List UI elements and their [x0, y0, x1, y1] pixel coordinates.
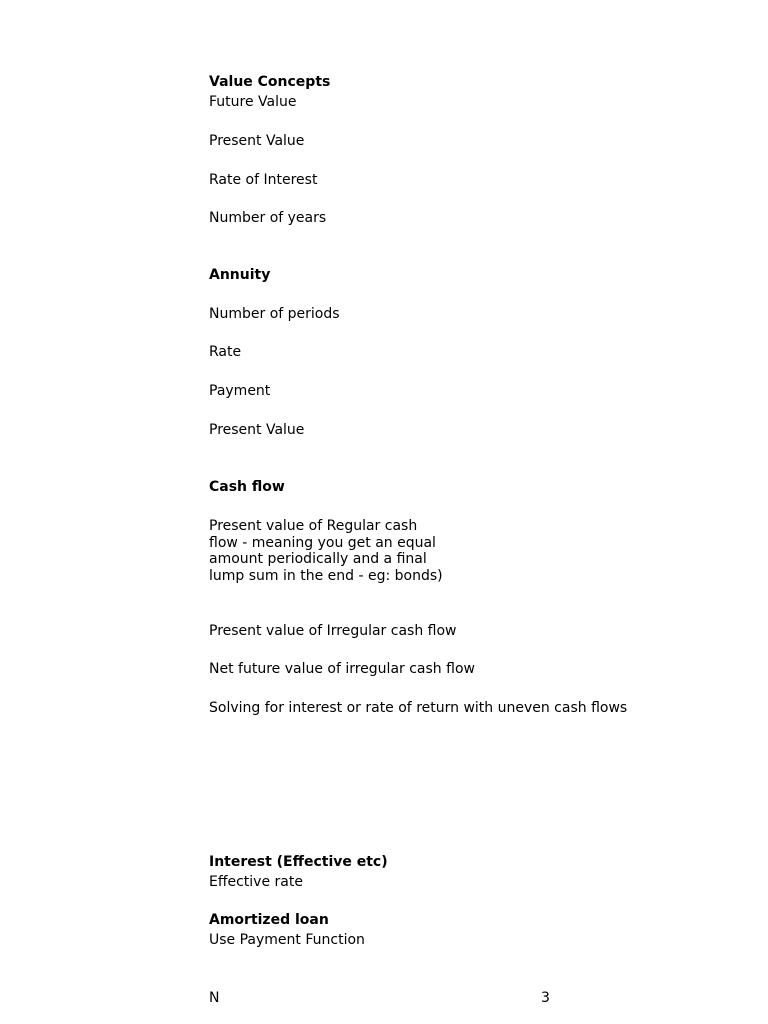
- section-heading-amortized-loan: Amortized loan: [209, 912, 329, 928]
- list-item-payment: Payment: [209, 383, 271, 399]
- section-heading-annuity: Annuity: [209, 267, 271, 283]
- list-item-net-future-value: Net future value of irregular cash flow: [209, 661, 475, 677]
- list-item-number-of-periods: Number of periods: [209, 306, 340, 322]
- list-item-present-value: Present Value: [209, 133, 305, 149]
- list-item-uneven-cash-flows: Solving for interest or rate of return with uneven cash flows: [209, 700, 628, 716]
- section-heading-cash-flow: Cash flow: [209, 479, 285, 495]
- cash-flow-description: Present value of Regular cash flow - meaning you get an equal amount periodically and a final lump sum in the end - eg: bonds): [209, 518, 443, 584]
- list-item-irregular-cash-flow: Present value of Irregular cash flow: [209, 623, 457, 639]
- list-item-use-payment-function: Use Payment Function: [209, 932, 365, 948]
- list-item-rate: Rate: [209, 344, 242, 360]
- list-item-number-of-years: Number of years: [209, 210, 327, 226]
- footer-left-text: N: [209, 990, 220, 1006]
- section-heading-value-concepts: Value Concepts: [209, 74, 331, 90]
- list-item-rate-of-interest: Rate of Interest: [209, 172, 318, 188]
- list-item-future-value: Future Value: [209, 94, 297, 110]
- list-item-effective-rate: Effective rate: [209, 874, 303, 890]
- page-number: 3: [541, 990, 550, 1006]
- list-item-annuity-present-value: Present Value: [209, 422, 305, 438]
- section-heading-interest: Interest (Effective etc): [209, 854, 388, 870]
